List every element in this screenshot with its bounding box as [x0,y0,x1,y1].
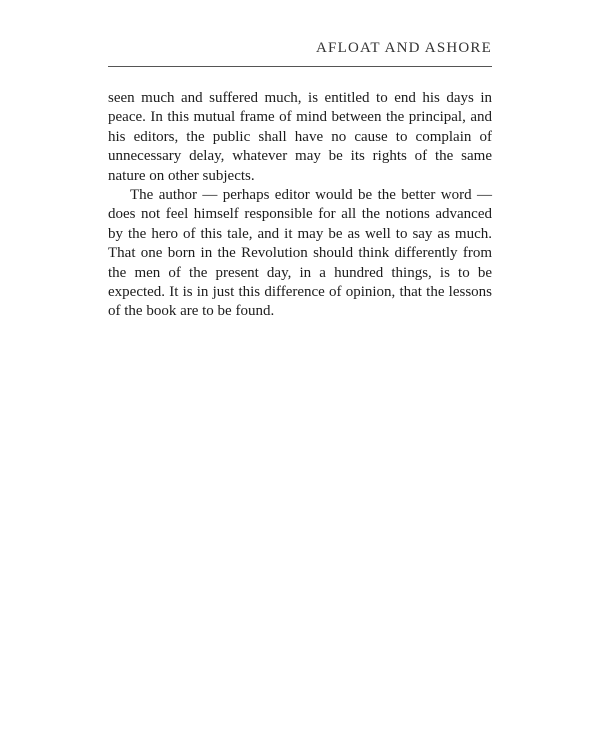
header-rule [108,66,492,67]
body-text [108,89,492,322]
running-head-title: AFLOAT AND ASHORE [316,40,492,56]
paragraph-continued: seen much and suffered much, is entitled to end his days in peace. In this mutual frame of mind between the principal, and his editors, the public shall have no cause to complain of unnecessary delay, whatever may be its rights of the same nature on other subjects. [108,90,492,184]
paragraph: The author — perhaps editor would be the better word — does not feel himself responsible for all the notions advanced by the hero of this tale, and it may be as well to say as much. That one born in the Revolution should think differently from the men of the present day, in a hundred things, is to be expected. It is in just this difference of opinion, that the lessons of the book are to be found. [108,187,492,320]
